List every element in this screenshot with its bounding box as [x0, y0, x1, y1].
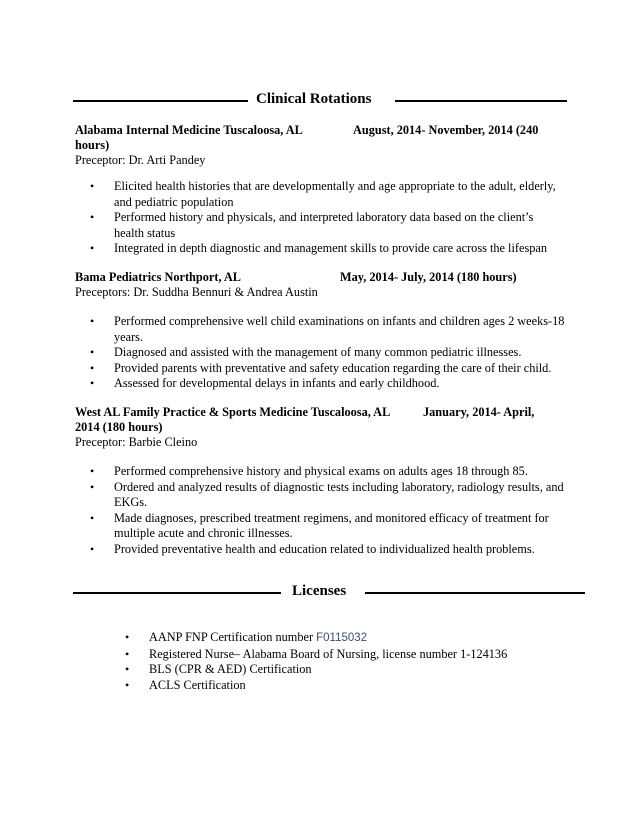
clinical-rotations-header	[73, 91, 568, 111]
licenses-list	[110, 630, 570, 693]
rotation-duties-list	[75, 179, 565, 257]
section-title: Clinical Rotations	[256, 91, 372, 107]
rotation-dates-cont: 2014 (180 hours)	[75, 420, 163, 434]
rotation-site: Alabama Internal Medicine Tuscaloosa, AL	[75, 123, 303, 137]
list-item: • Provided parents with preventative and safety education regarding the care of their child.	[75, 361, 565, 377]
rotation-duties-list	[75, 464, 565, 557]
rotation-dates: January, 2014- April,	[423, 405, 535, 419]
rotation-preceptor: Preceptor: Barbie Cleino	[75, 435, 198, 449]
list-item: • Diagnosed and assisted with the management of many common pediatric illnesses.	[75, 345, 565, 361]
rotation-dates: August, 2014- November, 2014 (240	[353, 123, 539, 137]
list-item: • ACLS Certification	[110, 678, 570, 694]
list-item: • Assessed for developmental delays in infants and early childhood.	[75, 376, 565, 392]
list-item: • Elicited health histories that are developmentally and age appropriate to the adult, elderly, and pediatric population	[75, 179, 565, 210]
divider-line	[73, 100, 248, 102]
rotation-dates-cont: hours)	[75, 138, 110, 152]
list-item: • Performed comprehensive history and physical exams on adults ages 18 through 85.	[75, 464, 565, 480]
list-item: • Performed comprehensive well child examinations on infants and children ages 2 weeks-18 years.	[75, 314, 565, 345]
list-item: • Ordered and analyzed results of diagnostic tests including laboratory, radiology results, and EKGs.	[75, 480, 565, 511]
rotation-duties-list	[75, 314, 565, 392]
list-item: • AANP FNP Certification number F0115032	[110, 630, 570, 647]
rotation-entry	[75, 123, 555, 168]
divider-line	[365, 592, 585, 594]
divider-line	[395, 100, 567, 102]
list-item: • Registered Nurse– Alabama Board of Nursing, license number 1-124136	[110, 647, 570, 663]
list-item: • Provided preventative health and education related to individualized health problems.	[75, 542, 565, 558]
divider-line	[73, 592, 281, 594]
licenses-header	[73, 583, 585, 603]
rotation-entry	[75, 405, 555, 450]
list-item: • Performed history and physicals, and interpreted laboratory data based on the client’s health status	[75, 210, 565, 241]
list-item: • Made diagnoses, prescribed treatment regimens, and monitored efficacy of treatment for multiple acute and chronic illnesses.	[75, 511, 565, 542]
rotation-preceptor: Preceptors: Dr. Suddha Bennuri & Andrea Austin	[75, 285, 318, 299]
license-number: F0115032	[316, 632, 368, 644]
list-item: • Integrated in depth diagnostic and management skills to provide care across the lifespan	[75, 241, 565, 257]
section-title: Licenses	[292, 583, 347, 599]
rotation-site: Bama Pediatrics Northport, AL	[75, 270, 241, 284]
rotation-site: West AL Family Practice & Sports Medicine Tuscaloosa, AL	[75, 405, 391, 419]
list-item: • BLS (CPR & AED) Certification	[110, 662, 570, 678]
rotation-preceptor: Preceptor: Dr. Arti Pandey	[75, 153, 206, 167]
rotation-dates: May, 2014- July, 2014 (180 hours)	[340, 270, 517, 284]
rotation-entry	[75, 270, 555, 300]
